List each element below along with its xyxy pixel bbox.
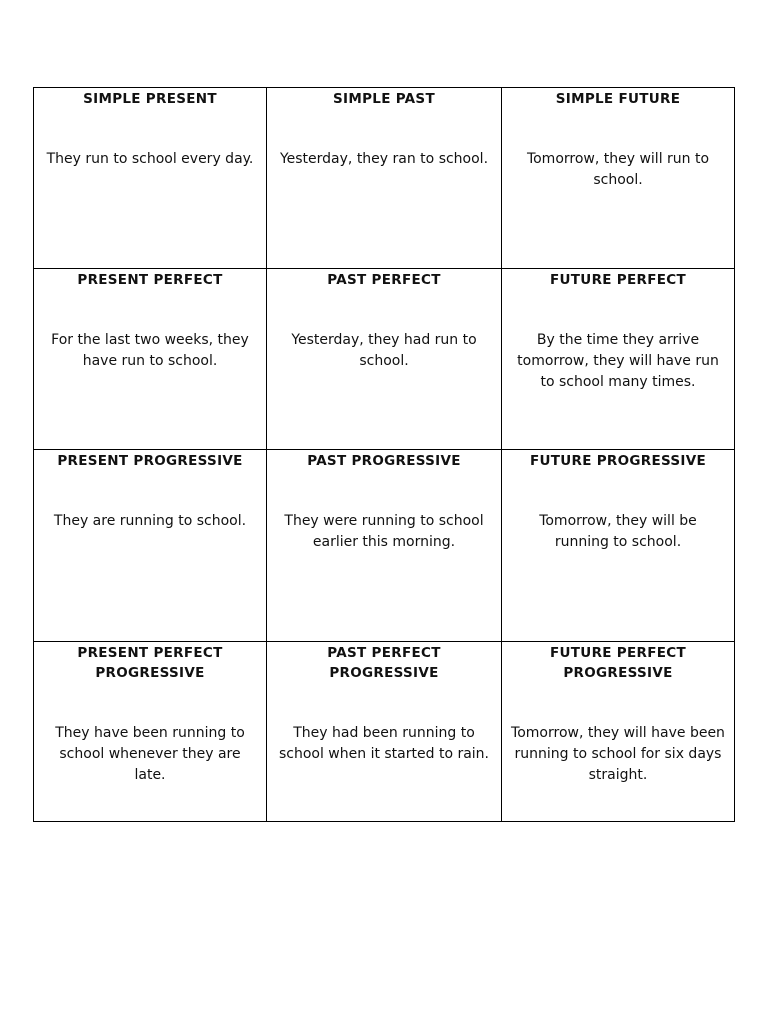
tense-name: FUTURE PERFECT (550, 272, 686, 288)
tense-example: By the time they arrive tomorrow, they will have run to school many times. (517, 332, 719, 390)
tense-cell (502, 269, 735, 450)
tense-cell (267, 642, 502, 822)
tense-name: FUTURE PROGRESSIVE (529, 453, 707, 469)
tense-example: Tomorrow, they will be running to school. (539, 513, 697, 550)
tense-cell (267, 450, 502, 642)
tense-name: PRESENT PROGRESSIVE (57, 453, 243, 469)
tense-example: Tomorrow, they will run to school. (526, 151, 710, 188)
tense-cell (34, 269, 267, 450)
verb-tense-table (33, 87, 735, 822)
tense-example: For the last two weeks, they have run to school. (51, 332, 249, 369)
tense-cell (34, 88, 267, 269)
table-row (34, 88, 735, 269)
table-row (34, 269, 735, 450)
tense-cell (267, 269, 502, 450)
table-row (34, 450, 735, 642)
tense-example: Yesterday, they ran to school. (279, 151, 489, 167)
table-row (34, 642, 735, 822)
tense-name: PRESENT PERFECT PROGRESSIVE (77, 645, 223, 681)
tense-example: They are running to school. (53, 513, 247, 529)
tense-name: SIMPLE PRESENT (83, 91, 217, 107)
tense-name: PAST PROGRESSIVE (307, 453, 461, 469)
tense-cell (34, 642, 267, 822)
tense-cell (34, 450, 267, 642)
tense-example: They had been running to school when it started to rain. (278, 725, 490, 762)
tense-name: FUTURE PERFECT PROGRESSIVE (550, 645, 686, 681)
tense-name: SIMPLE PAST (333, 91, 435, 107)
tense-example: They run to school every day. (46, 151, 254, 167)
tense-example: Tomorrow, they will have been running to school for six days straight. (511, 725, 725, 783)
tense-name: PAST PERFECT (327, 272, 441, 288)
tense-cell (267, 88, 502, 269)
tense-name: PAST PERFECT PROGRESSIVE (327, 645, 441, 681)
tense-cell (502, 450, 735, 642)
tense-example: Yesterday, they had run to school. (291, 332, 477, 369)
tense-cell (502, 88, 735, 269)
tense-cell (502, 642, 735, 822)
tense-name: PRESENT PERFECT (77, 272, 223, 288)
tense-name: SIMPLE FUTURE (555, 91, 681, 107)
tense-example: They were running to school earlier this morning. (284, 513, 484, 550)
tense-example: They have been running to school whenever they are late. (55, 725, 245, 783)
